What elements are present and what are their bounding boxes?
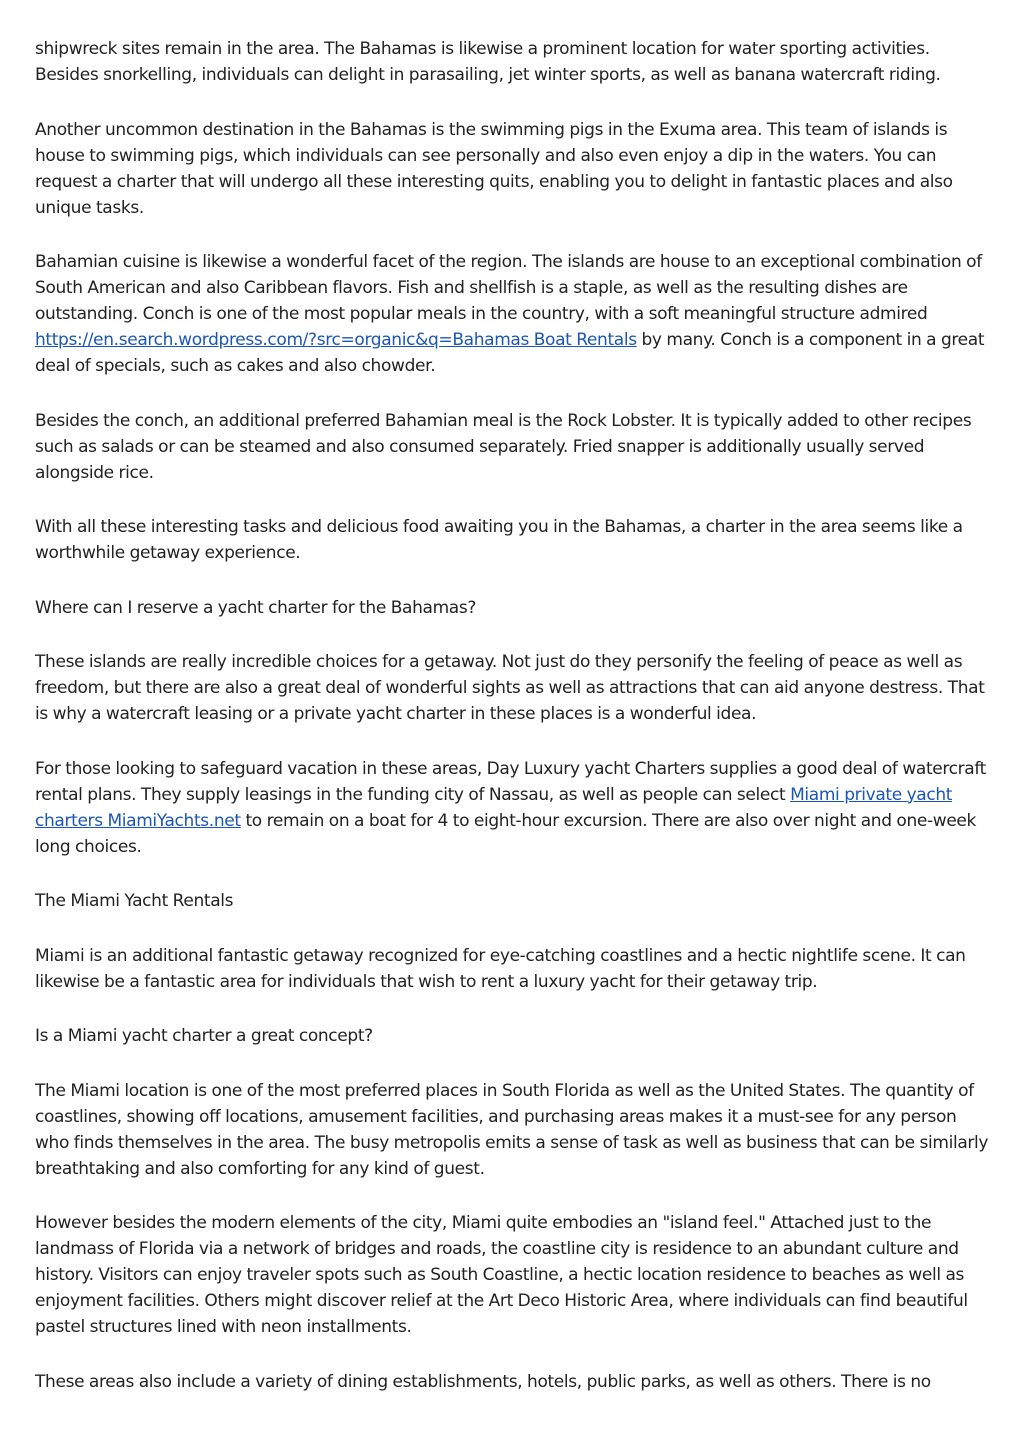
paragraph-text: by many. Conch is a component in a great deal of specials, such as cakes and also chowder.	[35, 330, 985, 376]
paragraph-shipwreck: shipwreck sites remain in the area. The Bahamas is likewise a prominent location for water sporting activities. Besides snorkelling, individuals can delight in parasailing, jet winter sports, as well as banana watercraft riding.	[35, 39, 941, 85]
paragraph-text: Bahamian cuisine is likewise a wonderful facet of the region. The islands are house to an exceptional combination of South American and also Caribbean flavors. Fish and shellfish is a staple, as well as the resulting dishes are outstanding. Conch is one of the most popular meals in the country, with a soft meaningful structure admired	[35, 252, 982, 324]
paragraph-miami-getaway: Miami is an additional fantastic getaway recognized for eye-catching coastlines and a hectic nightlife scene. It can likewise be a fantastic area for individuals that wish to rent a luxury yacht for their getaway trip.	[35, 945, 966, 992]
bahamas-boat-rentals-link[interactable]: https://en.search.wordpress.com/?src=organic&q=Bahamas Boat Rentals	[35, 330, 637, 350]
paragraph-swimming-pigs: Another uncommon destination in the Bahamas is the swimming pigs in the Exuma area. This team of islands is house to swimming pigs, which individuals can see personally and also even enjoy a dip in the waters. You can request a charter that will undergo all these interesting quits, enabling you to delight in fantastic places and also unique tasks.	[35, 119, 953, 218]
document-page	[35, 36, 995, 1395]
heading-reserve-yacht-bahamas: Where can I reserve a yacht charter for the Bahamas?	[35, 597, 477, 618]
paragraph-island-feel: However besides the modern elements of the city, Miami quite embodies an "island feel." Attached just to the landmass of Florida via a network of bridges and roads, the coastline city is residence to an abundant culture and history. Visitors can enjoy traveler spots such as South Coastline, a hectic location residence to beaches as well as enjoyment facilities. Others might discover relief at the Art Deco Historic Area, where individuals can find beautiful pastel structures lined with neon installments.	[35, 1213, 968, 1337]
heading-miami-yacht-rentals: The Miami Yacht Rentals	[35, 891, 234, 911]
paragraph-miami-location: The Miami location is one of the most preferred places in South Florida as well as the United States. The quantity of coastlines, showing off locations, amusement facilities, and purchasing areas makes it a must-see for any person who finds themselves in the area. The busy metropolis emits a sense of task as well as business that can be similarly breathtaking and also comforting for any kind of guest.	[35, 1080, 989, 1179]
paragraph-cuisine	[35, 249, 995, 379]
paragraph-text: to remain on a boat for 4 to eight-hour excursion. There are also over night and one-week long choices.	[35, 810, 977, 857]
paragraph-islands-choices: These islands are really incredible choices for a getaway. Not just do they personify the feeling of peace as well as freedom, but there are also a great deal of wonderful sights as well as attractions that can aid anyone destress. That is why a watercraft leasing or a private yacht charter in these places is a wonderful idea.	[35, 652, 985, 724]
paragraph-rock-lobster: Besides the conch, an additional preferred Bahamian meal is the Rock Lobster. It is typically added to other recipes such as salads or can be steamed and also consumed separately. Fried snapper is additionally usually served alongside rice.	[35, 410, 972, 483]
miami-yacht-charters-link[interactable]: Miami private yacht charters MiamiYachts.net	[35, 784, 953, 831]
paragraph-dining-establishments: These areas also include a variety of dining establishments, hotels, public parks, as well as others. There is no	[35, 1371, 931, 1392]
paragraph-worthwhile-getaway: With all these interesting tasks and delicious food awaiting you in the Bahamas, a charter in the area seems like a worthwhile getaway experience.	[35, 517, 963, 563]
paragraph-text: For those looking to safeguard vacation in these areas, Day Luxury yacht Charters supplies a good deal of watercraft rental plans. They supply leasings in the funding city of Nassau, as well as people can select	[35, 758, 986, 805]
heading-miami-charter-concept: Is a Miami yacht charter a great concept?	[35, 1026, 373, 1046]
paragraph-day-luxury-yacht	[35, 756, 995, 860]
